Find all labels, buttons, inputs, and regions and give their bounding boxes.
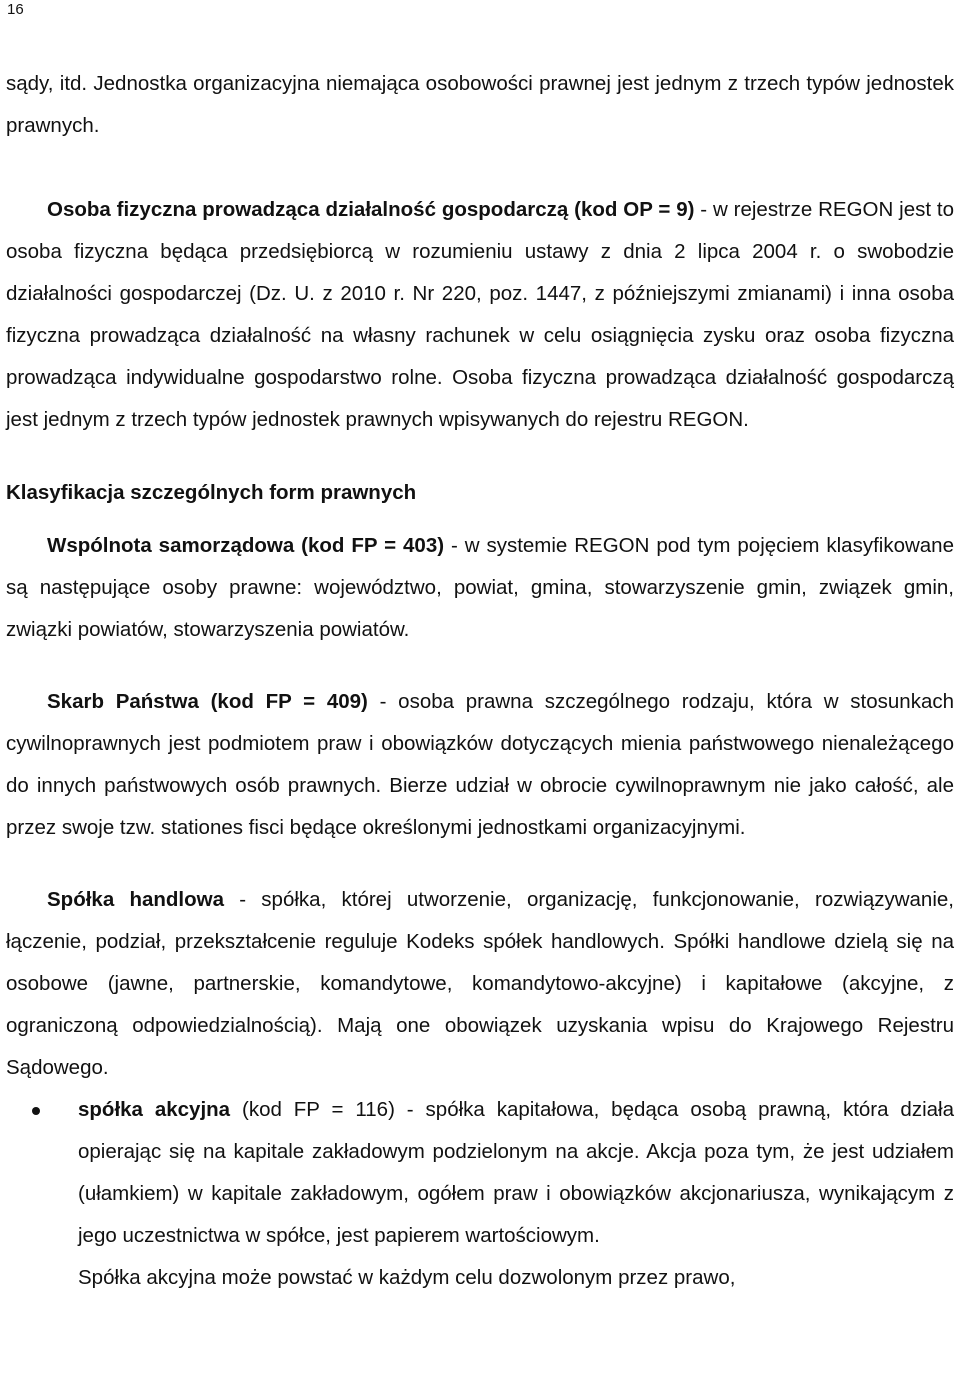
term-wspolnota: Wspólnota samorządowa (kod FP = 403) xyxy=(47,534,445,557)
term-osoba-fizyczna: Osoba fizyczna prowadząca działalność gospodarczą (kod OP = 9) xyxy=(47,198,695,221)
bullet-continuation: Spółka akcyjna może powstać w każdym celu dozwolonym przez prawo, xyxy=(78,1266,736,1289)
page-number: 16 xyxy=(7,1,24,18)
term-spolka-handlowa: Spółka handlowa xyxy=(47,888,224,911)
definition-spolka-akcyjna: (kod FP = 116) - spółka kapitałowa, będąca osobą prawną, która działa opierając się na kapitale zakładowym podzielonym na akcje. Akcja poza tym, że jest udziałem (ułamkiem) w kapitale zakładowym, ogółem praw i obowiązków akcjonariusza, wynikającym z jego uczestnictwa w spółce, jest papierem wartościowym. xyxy=(78,1098,954,1247)
paragraph-wspolnota xyxy=(6,525,954,651)
paragraph-spolka-handlowa xyxy=(6,879,954,1089)
definition-wspolnota: - w systemie REGON pod tym pojęciem klasyfikowane są następujące osoby prawne: województwo, powiat, gmina, stowarzyszenie gmin, związek gmin, związki powiatów, stowarzyszenia powiatów. xyxy=(6,534,954,641)
term-spolka-akcyjna: spółka akcyjna xyxy=(78,1098,231,1121)
paragraph-intro: sądy, itd. Jednostka organizacyjna niemająca osobowości prawnej jest jednym z trzech typów jednostek prawnych. xyxy=(6,72,954,137)
bullet-icon xyxy=(32,1107,40,1115)
list-item xyxy=(6,1089,954,1299)
bullet-spolka-akcyjna xyxy=(78,1089,954,1257)
paragraph-skarb-panstwa xyxy=(6,681,954,849)
definition-spolka-handlowa: - spółka, której utworzenie, organizację, funkcjonowanie, rozwiązywanie, łączenie, podział, przekształcenie reguluje Kodeks spółek handlowych. Spółki handlowe dzielą się na osobowe (jawne, partnerskie, komandytowe, komandytowo-akcyjne) i kapitałowe (akcyjne, z ograniczoną odpowiedzialnością). Mają one obowiązek uzyskania wpisu do Krajowego Rejestru Sądowego. xyxy=(6,888,954,1079)
definition-osoba-fizyczna: - w rejestrze REGON jest to osoba fizyczna będąca przedsiębiorcą w rozumieniu ustawy z dnia 2 lipca 2004 r. o swobodzie działalności gospodarczej (Dz. U. z 2010 r. Nr 220, poz. 1447, z późniejszymi zmianami) i inna osoba fizyczna prowadząca działalność na własny rachunek w celu osiągnięcia zysku oraz osoba fizyczna prowadząca indywidualne gospodarstwo rolne. Osoba fizyczna prowadząca działalność gospodarczą jest jednym z trzech typów jednostek prawnych wpisywanych do rejestru REGON. xyxy=(6,198,954,431)
definition-skarb-panstwa: - osoba prawna szczególnego rodzaju, która w stosunkach cywilnoprawnych jest podmiotem praw i obowiązków dotyczących mienia państwowego nienależącego do innych państwowych osób prawnych. Bierze udział w obrocie cywilnoprawnym nie jako całość, ale przez swoje tzw. stationes fisci będące określonymi jednostkami organizacyjnymi. xyxy=(6,690,954,839)
document-body xyxy=(6,63,954,1299)
term-skarb-panstwa: Skarb Państwa (kod FP = 409) xyxy=(47,690,368,713)
section-heading: Klasyfikacja szczególnych form prawnych xyxy=(6,481,417,504)
paragraph-osoba-fizyczna xyxy=(6,189,954,441)
